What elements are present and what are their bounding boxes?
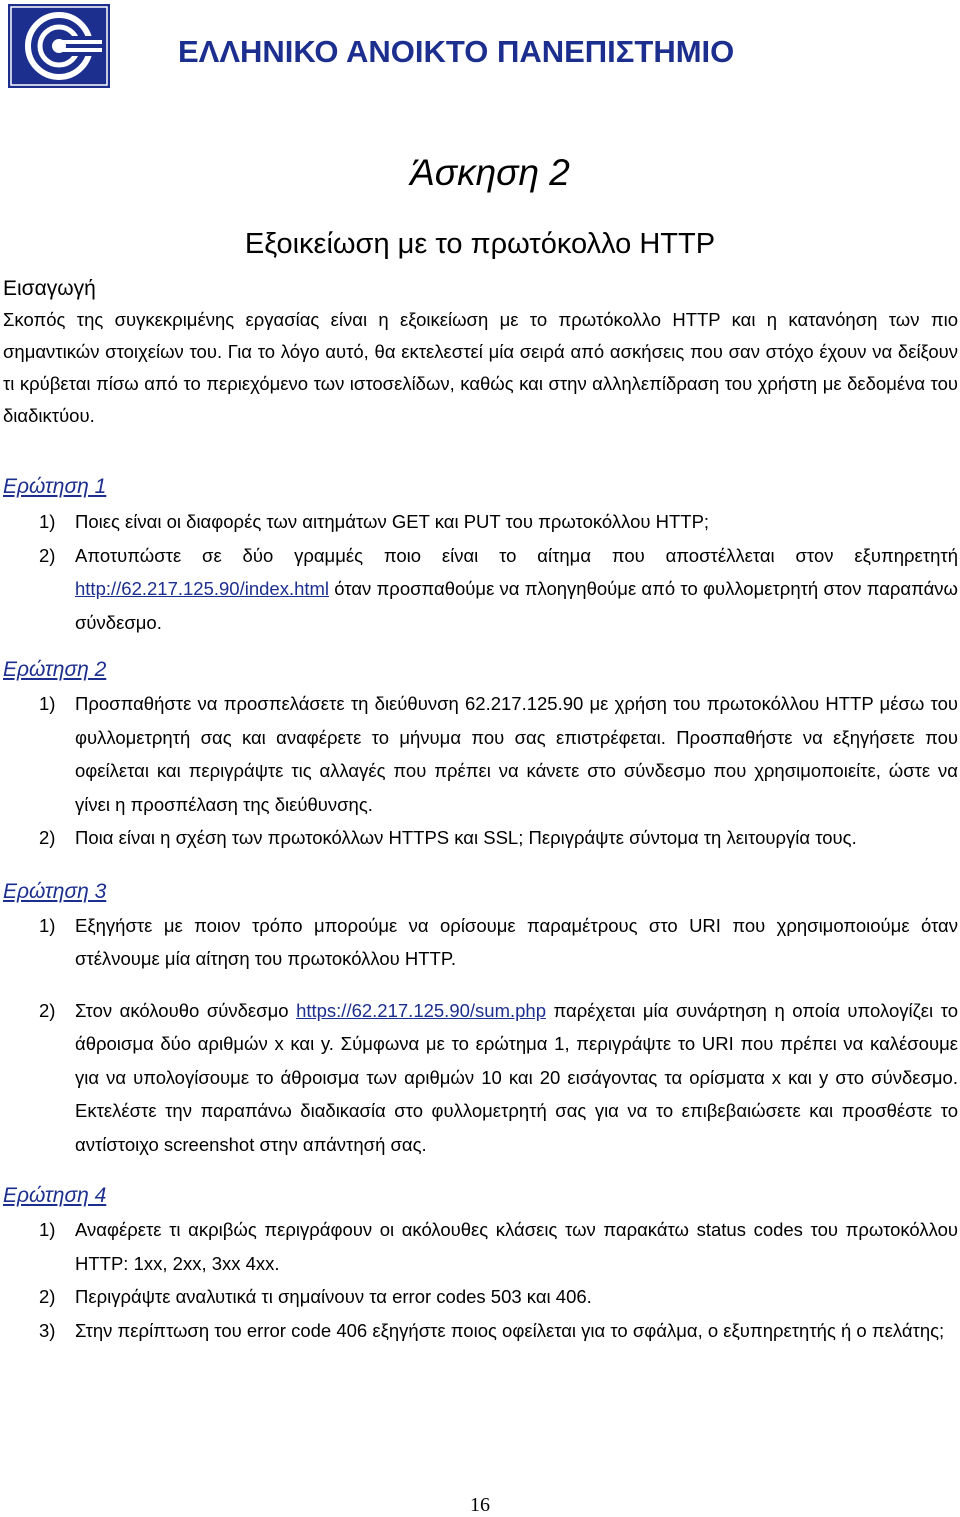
exercise-title: Άσκηση 2 xyxy=(410,152,570,193)
question-2-list xyxy=(3,687,958,855)
index-link[interactable]: http://62.217.125.90/index.html xyxy=(75,578,330,599)
question-4-list xyxy=(3,1213,958,1347)
list-item: 2) Ποια είναι η σχέση των πρωτοκόλλων HTTPS και SSL; Περιγράψτε σύντομα τη λειτουργία τους. xyxy=(39,827,857,848)
question-1-heading: Ερώτηση 1 xyxy=(3,475,107,498)
list-item: 1) Ποιες είναι οι διαφορές των αιτημάτων GET και PUT του πρωτοκόλλου HTTP; xyxy=(39,511,710,532)
intro-paragraph: Σκοπός της συγκεκριμένης εργασίας είναι η εξοικείωση με το πρωτόκολλο HTTP και η κατανόηση των πιο σημαντικών στοιχείων του. Για το λόγο αυτό, θα εκτελεστεί μία σειρά από ασκήσεις που σαν στόχο έχουν να δείξουν τι κρύβεται πίσω από το περιεχόμενο των ιστοσελίδων, καθώς και στην αλληλεπίδραση του χρήστη με δεδομένα του διαδικτύου. xyxy=(3,309,958,426)
list-item: 2) Στον ακόλουθο σύνδεσμο https://62.217.125.90/sum.php παρέχεται μία συνάρτηση η οποία υπολογίζει το άθροισμα δύο αριθμών x και y. Σύμφωνα με το ερώτημα 1, περιγράψτε το URI που πρέπει να καλέσουμε για να υπολογίσουμε το άθροισμα των αριθμών 10 και 20 εισάγοντας τα ορίσματα x και y στο σύνδεσμο. Εκτελέστε την παραπάνω διαδικασία στο φυλλομετρητή σας για να το επιβεβαιώσετε και προσθέστε το αντίστοιχο screenshot στην απάντησή σας. xyxy=(39,999,958,1155)
list-item: 1) Εξηγήστε με ποιον τρόπο μπορούμε να ορίσουμε παραμέτρους στο URI που χρησιμοποιούμε όταν στέλνουμε μία αίτηση του πρωτοκόλλου HTTP. xyxy=(39,914,958,969)
page-number: 16 xyxy=(470,1494,490,1516)
list-item: 2) Περιγράψτε αναλυτικά τι σημαίνουν τα error codes 503 και 406. xyxy=(39,1286,592,1307)
list-item: 1) Προσπαθήστε να προσπελάσετε τη διεύθυνση 62.217.125.90 με χρήση του πρωτοκόλλου HTTP μέσω του φυλλομετρητή σας και αναφέρετε το μήνυμα που σας επιστρέφεται. Προσπαθήστε να εξηγήσετε που οφείλεται και περιγράψτε τις αλλαγές που πρέπει να κάνετε στο σύνδεσμο που χρησιμοποιείτε, ώστε να γίνει η προσπέλαση της διεύθυνσης. xyxy=(39,693,958,815)
list-item: 3) Στην περίπτωση του error code 406 εξηγήστε ποιος οφείλεται για το σφάλμα, ο εξυπηρετητής ή ο πελάτης; xyxy=(39,1319,945,1341)
document-body xyxy=(3,274,958,1347)
question-2-heading: Ερώτηση 2 xyxy=(3,658,107,681)
university-logo xyxy=(8,4,110,88)
question-1-list xyxy=(3,505,958,639)
intro-heading: Εισαγωγή xyxy=(3,277,96,300)
list-item: 2) Αποτυπώστε σε δύο γραμμές ποιο είναι το αίτημα που αποστέλλεται στον εξυπηρετητή http://62.217.125.90/index.html όταν προσπαθούμε να πλοηγηθούμε από το φυλλομετρητή στον παραπάνω σύνδεσμο. xyxy=(39,544,958,633)
question-3-list xyxy=(3,909,958,1162)
list-item: 1) Αναφέρετε τι ακριβώς περιγράφουν οι ακόλουθες κλάσεις των παρακάτω status codes του πρωτοκόλλου HTTP: 1xx, 2xx, 3xx 4xx. xyxy=(39,1219,958,1274)
sum-link[interactable]: https://62.217.125.90/sum.php xyxy=(296,999,546,1021)
university-name: ΕΛΛΗΝΙΚΟ ΑΝΟΙΚΤΟ ΠΑΝΕΠΙΣΤΗΜΙΟ xyxy=(178,34,735,69)
question-3-heading: Ερώτηση 3 xyxy=(3,879,107,903)
question-4-heading: Ερώτηση 4 xyxy=(3,1184,107,1207)
exercise-subtitle: Εξοικείωση με το πρωτόκολλο HTTP xyxy=(244,228,716,260)
